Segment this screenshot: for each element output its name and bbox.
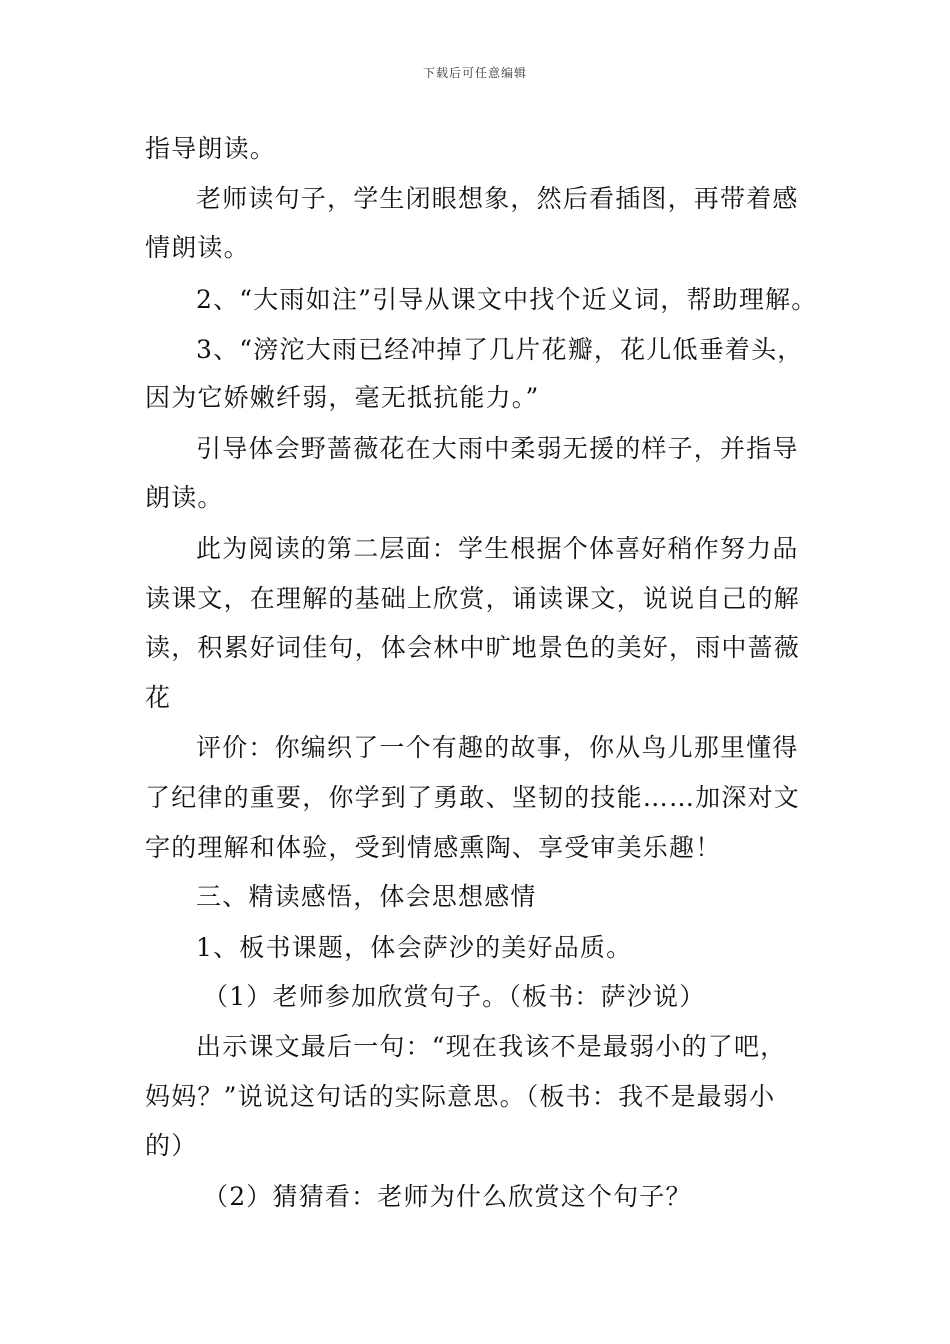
text-line: 三、精读感悟，体会思想感情 bbox=[196, 882, 537, 911]
text-line: 花 bbox=[145, 683, 172, 712]
text-line: 字的理解和体验，受到情感熏陶、享受审美乐趣！ bbox=[145, 833, 722, 862]
text-line: 老师读句子，学生闭眼想象，然后看插图，再带着感 bbox=[196, 184, 799, 213]
text-line: 出示课文最后一句：“现在我该不是最弱小的了吧， bbox=[196, 1032, 787, 1061]
text-line: 指导朗读。 bbox=[145, 134, 277, 163]
text-line: 因为它娇嫩纤弱，毫无抵抗能力。” bbox=[145, 383, 540, 412]
text-line: 妈妈？”说说这句话的实际意思。（板书：我不是最弱小 bbox=[145, 1082, 776, 1111]
text-line: 1、板书课题，体会萨沙的美好品质。 bbox=[196, 933, 633, 962]
text-line: 读课文，在理解的基础上欣赏，诵读课文，说说自己的解 bbox=[145, 584, 801, 613]
text-line: 引导体会野蔷薇花在大雨中柔弱无援的样子，并指导 bbox=[196, 434, 799, 463]
text-line: 评价：你编织了一个有趣的故事，你从鸟儿那里懂得 bbox=[196, 733, 799, 762]
text-line: 此为阅读的第二层面：学生根据个体喜好稍作努力品 bbox=[196, 534, 799, 563]
text-line: 的） bbox=[145, 1131, 198, 1160]
text-line: 2、“大雨如注”引导从课文中找个近义词，帮助理解。 bbox=[196, 285, 818, 314]
text-line: 情朗读。 bbox=[145, 233, 250, 262]
text-line: （2）猜猜看：老师为什么欣赏这个句子？ bbox=[203, 1182, 692, 1211]
text-line: 朗读。 bbox=[145, 483, 224, 512]
page-header: 下载后可任意编辑 bbox=[422, 66, 527, 80]
text-line: （1）老师参加欣赏句子。（板书：萨沙说） bbox=[203, 982, 706, 1011]
text-line: 3、“滂沱大雨已经冲掉了几片花瓣，花儿低垂着头， bbox=[196, 335, 804, 364]
text-line: 读，积累好词佳句，体会林中旷地景色的美好，雨中蔷薇 bbox=[145, 633, 801, 662]
text-line: 了纪律的重要，你学到了勇敢、坚韧的技能……加深对文 bbox=[145, 783, 801, 812]
